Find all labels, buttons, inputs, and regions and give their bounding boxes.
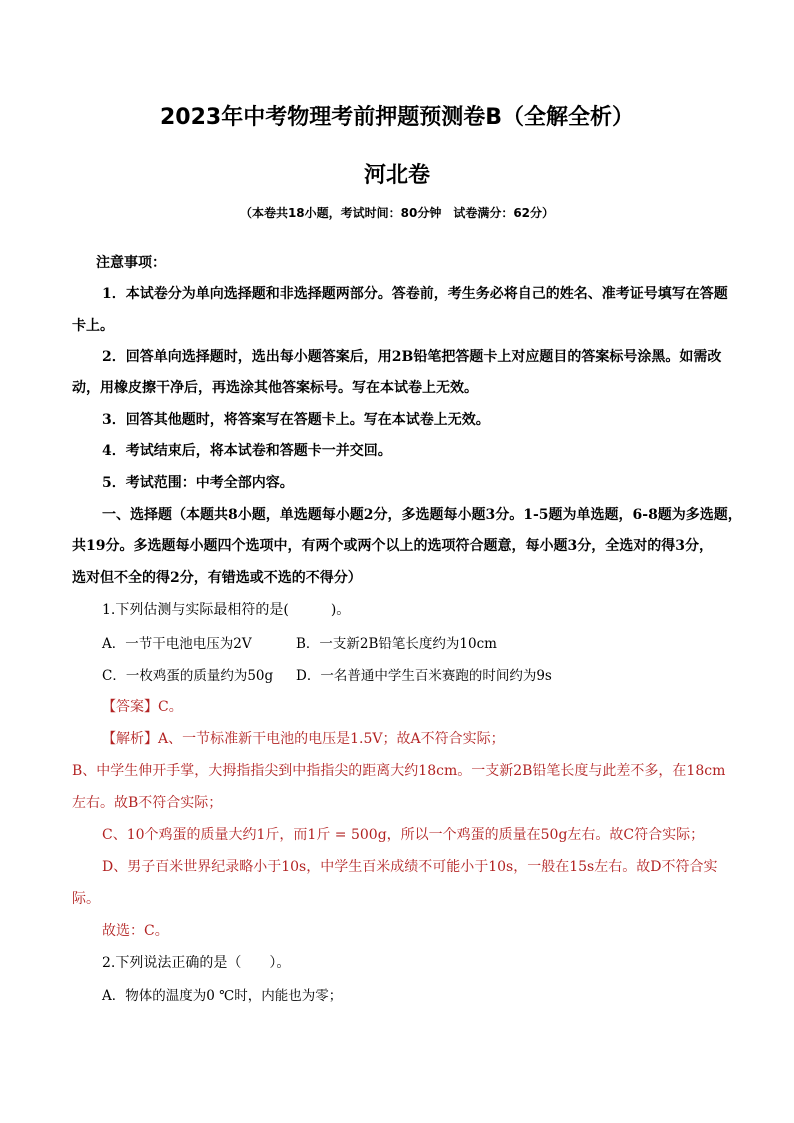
q2-stem: 2.下列说法正确的是（ ）。 bbox=[102, 955, 291, 971]
q1-explain-d: D、男子百米世界纪录略小于10s，中学生百米成绩不可能小于10s，一般在15s左右。故D不符合实 bbox=[102, 859, 718, 875]
q2-option-a: A．物体的温度为0 ℃时，内能也为零； bbox=[102, 988, 343, 1004]
q1-explain-b-cont: 左右。故B不符合实际； bbox=[72, 795, 223, 811]
note-2: 2．回答单向选择题时，选出每小题答案后，用2B铅笔把答题卡上对应题目的答案标号涂黑。如需改 bbox=[102, 349, 722, 365]
q1-explain-c: C、10个鸡蛋的质量大约1斤，而1斤 = 500g，所以一个鸡蛋的质量在50g左右。故C符合实际； bbox=[102, 827, 705, 843]
q1-answer: 【答案】C。 bbox=[102, 699, 183, 715]
section-intro-3: 选对但不全的得2分，有错选或不选的不得分） bbox=[72, 570, 362, 586]
section-intro-1: 一、选择题（本题共8小题，单选题每小题2分，多选题每小题3分。1-5题为单选题，6-8题为多选题， bbox=[102, 507, 742, 523]
q1-option-a: A．一节干电池电压为2V bbox=[102, 636, 252, 652]
note-1: 1．本试卷分为单向选择题和非选择题两部分。答卷前，考生务必将自己的姓名、准考证号填写在答题 bbox=[102, 286, 728, 302]
note-4: 4．考试结束后，将本试卷和答题卡一并交回。 bbox=[102, 443, 392, 459]
q1-option-b: B．一支新2B铅笔长度约为10cm bbox=[296, 636, 497, 652]
section-intro-2: 共19分。多选题每小题四个选项中，有两个或两个以上的选项符合题意，每小题3分，全选对的得3分， bbox=[72, 538, 713, 554]
q1-explain-b: B、中学生伸开手掌，大拇指指尖到中指指尖的距离大约18cm。一支新2B铅笔长度与此差不多，在18cm bbox=[72, 763, 726, 779]
q1-explain-d-cont: 际。 bbox=[72, 891, 100, 907]
note-5: 5．考试范围：中考全部内容。 bbox=[102, 475, 294, 491]
note-3: 3．回答其他题时，将答案写在答题卡上。写在本试卷上无效。 bbox=[102, 412, 490, 428]
q1-option-d: D．一名普通中学生百米赛跑的时间约为9s bbox=[296, 668, 552, 684]
page-subtitle: 河北卷 bbox=[363, 163, 430, 188]
q1-option-c: C．一枚鸡蛋的质量约为50g bbox=[102, 668, 274, 684]
notes-heading: 注意事项： bbox=[96, 255, 166, 271]
page-title: 2023年中考物理考前押题预测卷B（全解全析） bbox=[159, 105, 634, 130]
note-1-cont: 卡上。 bbox=[72, 318, 114, 334]
exam-meta: （本卷共18小题，考试时间：80分钟 试卷满分：62分） bbox=[239, 206, 555, 220]
note-2-cont: 动，用橡皮擦干净后，再选涂其他答案标号。写在本试卷上无效。 bbox=[72, 380, 478, 396]
q1-stem: 1.下列估测与实际最相符的是( )。 bbox=[102, 602, 351, 618]
q1-choice: 故选：C。 bbox=[102, 923, 169, 939]
q1-explain-a: 【解析】A、一节标准新干电池的电压是1.5V；故A不符合实际； bbox=[102, 731, 505, 747]
